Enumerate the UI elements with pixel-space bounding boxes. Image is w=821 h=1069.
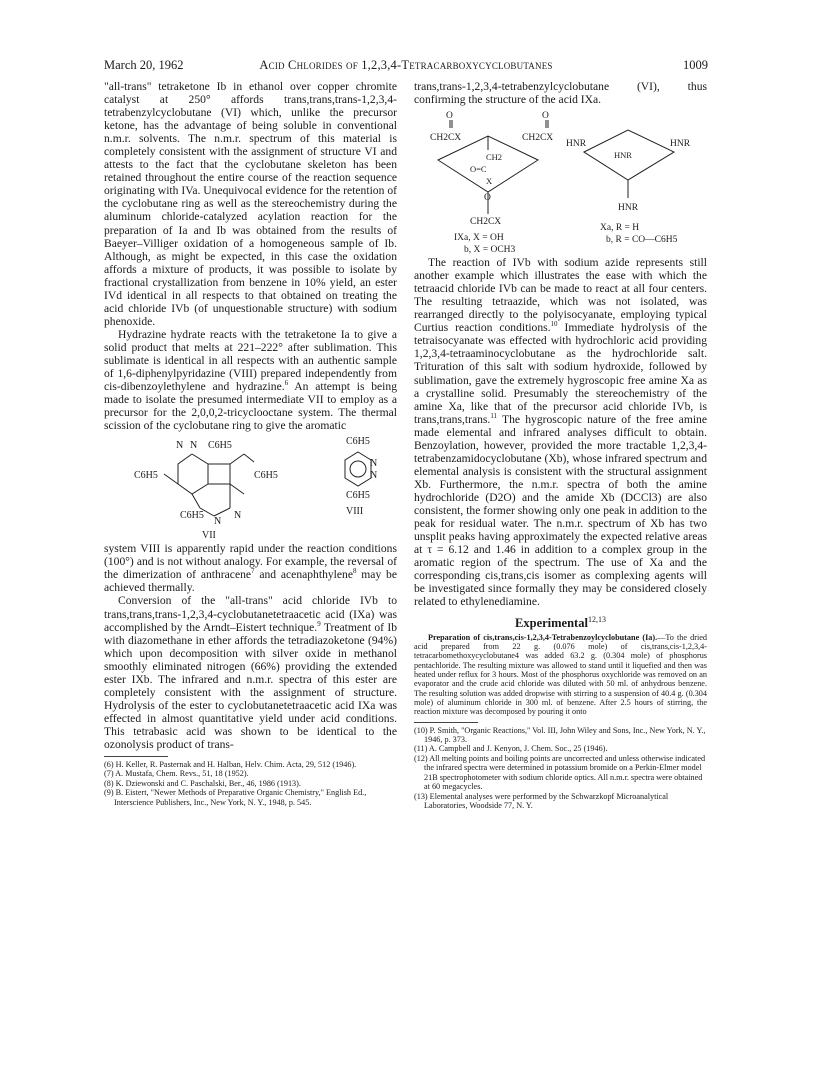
x-hnr-left: HNR [566, 139, 587, 150]
footnote-10: (10) P. Smith, "Organic Reactions," Vol. III, John Wiley and Sons, Inc., New York, N. Y., 1946, p. 373. [414, 725, 706, 745]
right-paragraph-1: trans,trans-1,2,3,4-tetrabenzylcyclobutane (VI), thus confirming the structure of the acid IXa. [414, 80, 707, 107]
right-paragraph-2: The reaction of IVb with sodium azide represents still another example which illustrates the ease with which the tetraacid chloride IVb can be made to react at all four centers. The resulting tetraazide, which was not isolated, was rearranged directly to the polyisocyanate, employing typical Curtius reaction conditions.$^{10}$ Immediate hydrolysis of the tetraisocyanate was effected with hydrochloric acid providing 1,2,3,4-tetraaminocyclobutane as the hydrochloride salt. Trituration of this salt with sodium hydroxide, followed by sublimation, gave the extremely hygroscopic free amine Xa as a crystalline solid. Presumably the stereochemistry of the amine Xa, like that of the precursor acid chloride IVb, is trans,trans,trans.$^{11}$ The hygroscopic nature of the free amine made elemental and infrared analyses difficult to obtain. Benzoylation, however, provided the more tractable 1,2,3,4-tetrabenzamidocyclobutane (Xb), whose infrared spectrum and elemental analysis is consistent with the structural assignment Xb. Furthermore, the n.m.r. spectra of both the amine hydrochloride (D2O) and the amide Xb (DCCl3) are also consistent, the former showing only one peak in addition to the peak for residual water. The n.m.r. spectrum of Xb has two unsplit peaks having approximately the expected relative areas at τ = 6.12 and 1.46 in addition to a complex group in the aromatic region of the spectrum. The use of Xa and the corresponding cis,trans,cis isomer as complexing agents will be investigated since formally they may be considered closely related to ethylenediamine. [414, 256, 707, 609]
ix-ch2cx-left: CH2CX [430, 133, 462, 144]
vii-n-top-right: N [190, 440, 198, 452]
ref-6: 6 [284, 379, 289, 388]
left-paragraph-2: Hydrazine hydrate reacts with the tetraketone Ia to give a solid product that melts at 221–222° after sublimation. This sublimate is identical in all respects with an authentic sample of 1,6-diphenylpyridazine (VIII) prepared independently from cis-dibenzoylethylene and hydrazine.$^6$ An attempt is being made to isolate the presumed intermediate VII to employ as a precursor for the 2,0,0,2-tricyclooctane system. The thermal scission of the cyclobutane ring to give the aromatic [104, 327, 397, 433]
ix-ch2cx-bottom: CH2CX [470, 217, 502, 228]
structures-ix-x [414, 106, 707, 256]
structure-x [584, 130, 674, 198]
ix-label-b: b, X = OCH3 [464, 245, 516, 256]
page-header [104, 58, 708, 74]
x-hnr-center: HNR [614, 150, 632, 161]
left-paragraph-3: system VIII is apparently rapid under the reaction conditions (100°) and is not without analogy. For example, the reversal of the dimerization of anthracene$^7$ and acenaphthylene$^8$ may be achieved thermally. [104, 542, 397, 595]
structure-vii [164, 454, 254, 516]
viii-n2: N [370, 470, 378, 482]
page-number: 1009 [683, 58, 708, 72]
footnote-7: (7) A. Mustafa, Chem. Revs., 51, 18 (1952). [104, 769, 249, 779]
vii-c6h5-right: C6H5 [254, 470, 278, 482]
viii-n1: N [370, 458, 378, 470]
ix-ch2cx-right: CH2CX [522, 133, 554, 144]
structures-vii-viii [104, 432, 397, 542]
footnote-12: (12) All melting points and boiling points are uncorrected and unless otherwise indicated the infrared spectra were determined in potassium bromide on a Perkin-Elmer model 21B spectrophotometer with sodium chloride optics. All n.m.r. spectra were obtained at 60 megacycles. [414, 753, 706, 792]
vii-c6h5-left: C6H5 [134, 470, 158, 482]
x-label-b: b, R = CO—C6H5 [606, 235, 678, 246]
ix-x: X [486, 176, 493, 187]
viii-label: VIII [346, 506, 364, 518]
ix-o-top-right: O [542, 111, 549, 122]
footnote-11: (11) A. Campbell and J. Kenyon, J. Chem. Soc., 25 (1946). [414, 744, 608, 754]
footnote-rule [104, 756, 168, 757]
structure-vii-labels [134, 440, 278, 541]
vii-label: VII [202, 530, 216, 542]
left-paragraph-1: "all-trans" tetraketone Ib in ethanol over copper chromite catalyst at 250° affords trans,trans,trans-1,2,3,4-tetrabenzylcyclobutane (VI) which, unlike the precursor ketone, has the advantage of being soluble in conventional n.m.r. solvents. The n.m.r. spectrum of this material is completely consistent with the assignment of structure VI and attests to the fact that the cyclobutane skeleton has been retained throughout the entire course of the reaction sequence originating with IVa. Unequivocal evidence for the retention of the cyclobutane ring as well as the stereochemistry during the aluminum chloride-catalyzed acylation reaction for the preparation of Ia and Ib was obtained from the results of Baeyer–Villiger oxidation of a homogeneous sample of Ib. Although, as might be expected, in this case the oxidation affords a mixture of products, it was possible to isolate by fractional crystallization from benzene in 10% yield, an ester IVd identical in all respects to that obtained on treating the acid chloride IVb (of unquestionable structure) with sodium phenoxide. [104, 80, 397, 328]
left-column [104, 80, 397, 807]
header-date: March 20, 1962 [104, 58, 184, 72]
structure-viii [345, 452, 371, 486]
footnote-rule-right [414, 722, 478, 723]
ix-label-a: IXa, X = OH [454, 233, 504, 244]
vii-n-bottom-right: N [234, 510, 242, 522]
footnote-8: (8) K. Dziewonski and C. Paschalski, Ber., 46, 1986 (1913). [104, 778, 301, 788]
x-hnr-bottom: HNR [618, 203, 639, 214]
left-paragraph-4: Conversion of the "all-trans" acid chloride IVb to trans,trans,trans-1,2,3,4-cyclobutanetetraacetic acid (IXa) was accomplished by the Arndt–Eistert technique.$^9$ Treatment of Ib with diazomethane in ether affords the tetradiazoketone (94%) which upon decomposition with silver oxide in methanol smoothly eliminated nitrogen (66%) providing the extended ester IXb. The infrared and n.m.r. spectra of this ester are completely consistent with the assignment of structure. Hydrolysis of the ester to cyclobutanetetraacetic acid IXa was effected in almost quantitative yield under acid conditions. This tetrabasic acid was shown to be identical to the ozonolysis product of trans- [104, 594, 398, 751]
structure-ix-labels [430, 111, 553, 255]
ix-o-mid: O [484, 193, 491, 204]
right-footnotes [414, 726, 707, 811]
experimental-paragraph: Preparation of cis,trans,cis-1,2,3,4-Tetrabenzoylcyclobutane (Ia).—To the dried acid prepared from 22 g. (0.076 mole) of cis,trans,cis-1,2,3,4-tetracarbomethoxycyclobutane4 was added 63.2 g. (0.304 mole) of phosphorus pentachloride. The resulting mixture was allowed to stand until it liquefied and then was heated under reflux for 3 hours. Most of the phosphorus oxychloride was removed on an evaporator and the crude acid chloride was diluted with 50 ml. of anhydrous benzene. The resulting solution was added dropwise with stirring to a suspension of 40.4 g. (0.304 mole) of aluminum chloride in 300 ml. of benzene. After 2.5 hours of stirring, the reaction mixture was decomposed by pouring it onto [414, 632, 707, 717]
footnote-9: (9) B. Eistert, "Newer Methods of Preparative Organic Chemistry," English Ed., Interscience Publishers, Inc., New York, N. Y., 1948, p. 545. [104, 788, 367, 807]
vii-n-top-left: N [176, 440, 184, 452]
right-column [414, 80, 707, 810]
viii-c6h5-bottom: C6H5 [346, 490, 370, 502]
vii-n-bottom-left: N [214, 516, 222, 528]
left-footnotes [104, 760, 397, 807]
x-hnr-right: HNR [670, 139, 691, 150]
vii-c6h5-bottom: C6H5 [180, 510, 204, 522]
x-label-a: Xa, R = H [600, 223, 640, 234]
footnote-13: (13) Elemental analyses were performed by the Schwarzkopf Microanalytical Laboratories, Woodside 77, N. Y. [414, 791, 669, 810]
vii-c6h5-top: C6H5 [208, 440, 232, 452]
ix-ch2: CH2 [486, 152, 503, 163]
ix-o-top-left: O [446, 111, 453, 122]
ix-o-eq-c: O=C [470, 164, 487, 175]
footnote-6: (6) H. Keller, R. Pasternak and H. Halban, Helv. Chim. Acta, 29, 512 (1946). [104, 760, 357, 770]
experimental-heading: Experimental$^{12,13}$ [515, 615, 606, 631]
header-title: Acid Chlorides of 1,2,3,4-Tetracarboxycyclobutanes [259, 58, 553, 72]
viii-c6h5-top: C6H5 [346, 436, 370, 448]
